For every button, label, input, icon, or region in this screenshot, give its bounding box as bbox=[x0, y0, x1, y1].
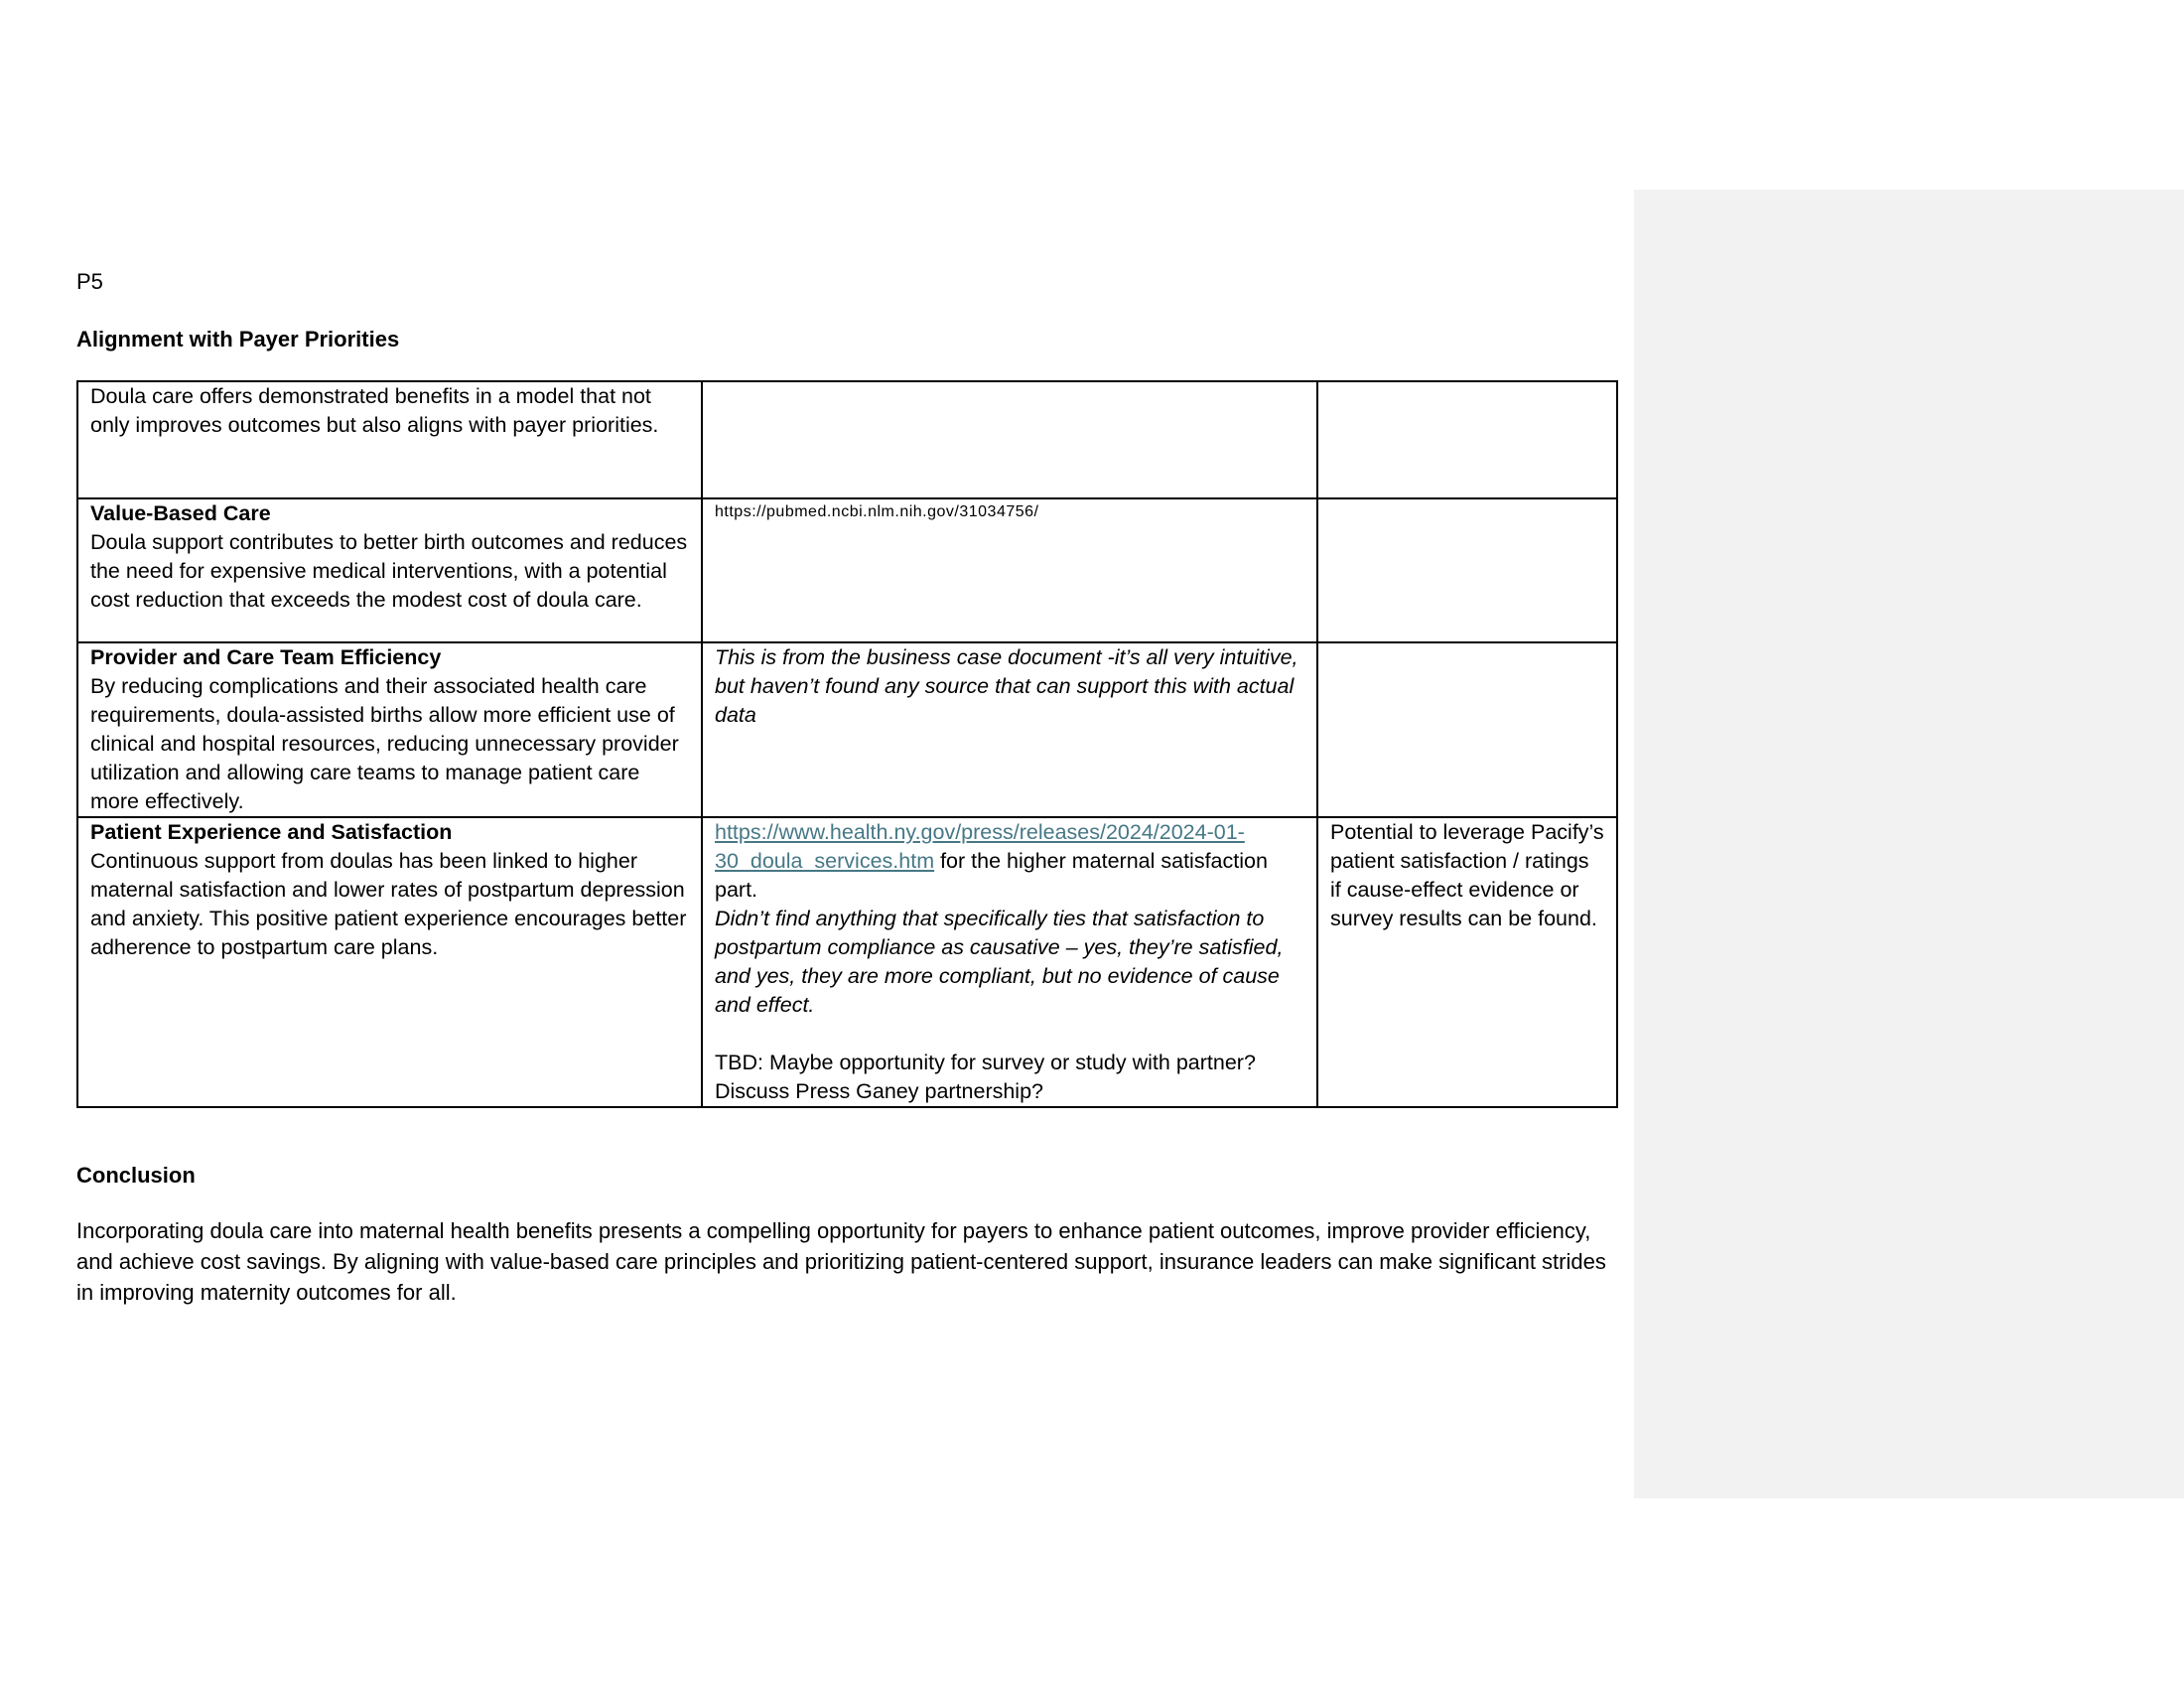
pubmed-url: https://pubmed.ncbi.nlm.nih.gov/31034756/ bbox=[715, 503, 1039, 520]
priority-body: Doula support contributes to better birth outcomes and reduces the need for expensive medical interventions, with a potential cost reduction that exceeds the modest cost of doula care. bbox=[90, 530, 688, 612]
priority-body: Doula care offers demonstrated benefits in a model that not only improves outcomes but also aligns with payer priorities. bbox=[90, 384, 659, 437]
source-cell bbox=[702, 381, 1317, 498]
payer-priorities-table bbox=[76, 380, 1618, 1108]
spacer bbox=[715, 1020, 1304, 1049]
priority-title: Value-Based Care bbox=[90, 501, 271, 525]
note-cell bbox=[1317, 381, 1617, 498]
source-cell bbox=[702, 642, 1317, 817]
priority-body: By reducing complications and their associated health care requirements, doula-assisted births allow more efficient use of clinical and hospital resources, reducing unnecessary provider utilization and allowing care teams to manage patient care more effectively. bbox=[90, 674, 679, 813]
page-label: P5 bbox=[76, 269, 103, 294]
priority-cell bbox=[77, 642, 702, 817]
source-link-line bbox=[715, 818, 1304, 905]
comment-margin-pane bbox=[1634, 190, 2184, 1498]
alignment-heading: Alignment with Payer Priorities bbox=[76, 327, 400, 352]
priority-title: Patient Experience and Satisfaction bbox=[90, 820, 453, 844]
table-row bbox=[77, 381, 1617, 498]
health-ny-link[interactable]: https://www.health.ny.gov/press/releases/2024/2024-01-30_doula_services.htm bbox=[715, 820, 1245, 873]
tbd-note: TBD: Maybe opportunity for survey or study with partner? Discuss Press Ganey partnership? bbox=[715, 1051, 1256, 1103]
source-link-suffix: for the higher maternal satisfaction part. bbox=[715, 849, 1268, 902]
priority-cell bbox=[77, 817, 702, 1107]
conclusion-paragraph: Incorporating doula care into maternal health benefits presents a compelling opportunity for payers to enhance patient outcomes, improve provider efficiency, and achieve cost savings. By aligning with value-based care principles and prioritizing patient-centered support, insurance leaders can make significant strides in improving maternity outcomes for all. bbox=[76, 1218, 1606, 1305]
leverage-note: Potential to leverage Pacify’s patient satisfaction / ratings if cause-effect evidence or survey results can be found. bbox=[1330, 820, 1604, 930]
conclusion-heading: Conclusion bbox=[76, 1163, 196, 1188]
note-cell bbox=[1317, 642, 1617, 817]
priority-cell bbox=[77, 498, 702, 642]
table-row bbox=[77, 817, 1617, 1107]
table-row bbox=[77, 642, 1617, 817]
note-cell bbox=[1317, 817, 1617, 1107]
source-cell bbox=[702, 817, 1317, 1107]
note-cell bbox=[1317, 498, 1617, 642]
priority-body: Continuous support from doulas has been linked to higher maternal satisfaction and lower rates of postpartum depression and anxiety. This positive patient experience encourages better adherence to postpartum care plans. bbox=[90, 849, 687, 959]
source-comment: This is from the business case document -it’s all very intuitive, but haven’t found any source that can support this with actual data bbox=[715, 645, 1298, 727]
source-cell bbox=[702, 498, 1317, 642]
table-row bbox=[77, 498, 1617, 642]
priority-cell bbox=[77, 381, 702, 498]
priority-title: Provider and Care Team Efficiency bbox=[90, 645, 442, 669]
source-comment: Didn’t find anything that specifically ties that satisfaction to postpartum compliance as causative – yes, they’re satisfied, and yes, they are more compliant, but no evidence of cause and effect. bbox=[715, 907, 1284, 1017]
